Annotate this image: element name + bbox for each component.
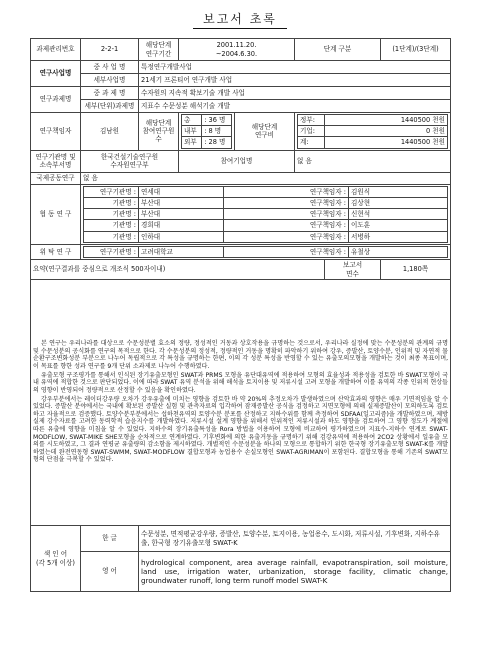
keywords-label: 색 인 어 (각 5개 이상) <box>31 526 81 592</box>
detail-project-label: 세부사업명 <box>81 74 139 87</box>
keywords-en-value: hydrological component, area average rainfall, evapotranspiration, soil moisture, land use, irrigation water, urbanization, storage facility, climatic change, groundwater runoff, long term runoff model SWAT-K <box>139 552 451 592</box>
report-pages-value: 1,180쪽 <box>381 260 451 280</box>
mid-project-value: 특정연구개발사업 <box>139 61 451 74</box>
keywords-ko-label: 한 글 <box>81 526 139 552</box>
stage-value: (1단계)/(3단계) <box>381 39 451 61</box>
lead-researcher-label: 연구책임자 <box>31 113 81 151</box>
summary-label: 요약(연구결과를 중심으로 개조식 500자이내) <box>31 260 325 280</box>
period-label: 해당단계 연구기간 <box>139 39 179 61</box>
task-label: 연구과제명 <box>31 87 81 113</box>
major-task-value: 수자원의 지속적 확보기술 개발 사업 <box>139 87 451 100</box>
stage-label: 단계 구분 <box>295 39 381 61</box>
mid-project-label: 중 사 업 명 <box>81 61 139 74</box>
lead-researcher-name: 김남원 <box>81 113 139 151</box>
sub-task-value: 지표수 수문성분 해석기술 개발 <box>139 100 451 113</box>
collab-row: 기관명 : 부산대 연구책임자 : 김상현 <box>84 197 448 208</box>
researchers-count: 총 : 36 명 내부 : 8 명 외부 : 28 명 <box>179 113 235 151</box>
period-value: 2001.11.20. ~2004.6.30. <box>179 39 295 61</box>
commission-research-label: 위 탁 연 구 <box>31 244 81 259</box>
task-number-label: 과제관리번호 <box>31 39 81 61</box>
participating-company-label: 참여기업명 <box>179 150 295 172</box>
fund-values: 정부: 1440500 천원 기업: 0 천원 계: 1440500 천원 <box>295 113 451 151</box>
detail-project-value: 21세기 프론티어 연구개발 사업 <box>139 74 451 87</box>
summary-paragraph: 유출모형 구조평가를 통해서 인식된 장기유출모형인 SWAT과 PRMS 모형을 유단대유역에 적용하여 모형의 효율성과 적용성을 검토한 바 SWAT모형이 국내 유역에 적합한 것으로 판단되었다. 이에 따라 SWAT 유역 분석을 위해 해석을 토지이용 및 저류시설 고려 모형을 개발하여 이를 유역의 각종 인위적 현상들의 영향이 반영되어 정량적으로 산정할 수 있음을 확인하였다. <box>33 371 449 394</box>
researchers-count-label: 해당단계 참여연구원수 <box>139 113 179 151</box>
org-value: 한국건설기술연구원 수자원연구부 <box>81 150 179 172</box>
collab-row: 기관명 : 부산대 연구책임자 : 신현석 <box>84 209 448 220</box>
collab-row: 기관명 : 인하대 연구책임자 : 서병하 <box>84 231 448 242</box>
keywords-en-label: 영 어 <box>81 552 139 592</box>
summary-body <box>31 280 451 526</box>
summary-paragraph: 강우부분에서는 레이더강우량 오차가 강우유출에 미치는 영향을 검토한 바 약 20%의 추정오차가 발생하였으며 산악효과의 영향은 매우 기면적임을 알 수 있었다. 증발산 분야에서는 국내에 확보된 증발산 실험 및 관측자료의 입각하여 잠재증발산 공식을 검정하고 지면모형에 의해 실제증발산이 모의하도록 검토하고 자율적으로 검증했다. 토양수분부분에서는 섭하천유역의 토양수분 분포를 산정하고 지하수위를 함께 측정하여 SDFAA(일고리즘)을 개발하였으며, 제방 실제 강수자료를 고려한 동력학적 습윤지수를 개발하였다. 저류시설 설계 영향을 위해서 인위적인 저류시설과 하도 영향을 검토하여 그 영향 정도가 계절에 따른 유출에 영향을 미침을 알 수 있었다. 지하수의 장기유출특성을 Rora 방법을 이용하여 모형에 비교하여 평가하였으며 지표수-지하수 연계로 SWAT-MODFLOW, SWAT-MIKE SHE모형을 순차적으로 연계하였다. 기후변화에 의한 유출거동을 규명하기 위해 검강유역에 적용하여 2CO2 상황에서 일유출 모의를 시도하였고, 그 결과 연평균 유출량의 감소함을 제시하였다. 개별적인 수문성분을 하나의 모형으로 통합하기 위한 한국형 장기유출모형 SWAT-K를 개발하였는데 완전연동형 SWAT-SWMM, SWAT-MODFLOW 결합모형과 농업용수 손실모형인 SWAT-AGRIMAN이 포함된다. 결합모형을 통해 기존의 SWAT모형의 단점을 극복할 수 있었다. <box>33 395 449 464</box>
collab-research-label: 협 동 연 구 <box>31 184 81 244</box>
report-pages-label: 보고서 면수 <box>325 260 381 280</box>
summary-paragraph: 본 연구는 우리나라를 대상으로 수문성분별 효소의 정량, 정성적인 거동과 상호작용을 규명하는 것으로서, 우리나라 실정에 맞는 수문성분의 관계의 규명 및 수문성분의 공식화를 연구의 목적으로 한다. 각 수문성분의 정성적, 정량적인 거동을 명확히 파악하기 위하여 강우, 증발산, 토양수분, 인위적 및 자연적 물 순환구조변화성분 부분으로 나누어 독립적으로 각 특성을 규명하는 한편, 이의 각 성분 특성을 반영할 수 있는 유출모의모형을 개발하는 것이 최종 목표이며, 이 목표를 향한 성과 연구를 9개 단위 소과제로 나누어 수행하였다. <box>33 340 449 371</box>
collab-row: 기관명 : 경희대 연구책임자 : 이도훈 <box>84 220 448 231</box>
commission-research-value: 연구기관명 : 고려대학교 연구책임자 : 유철상 <box>81 244 451 259</box>
page-title: 보고서 초록 <box>0 10 480 27</box>
project-label: 연구사업명 <box>31 61 81 87</box>
task-number-value: 2-2-1 <box>81 39 139 61</box>
keywords-ko-value: 수문성분, 면적평균강우량, 증발산, 토양수분, 토지이용, 농업용수, 도시화, 저류시설, 기후변화, 지하수유출, 한국형 장기유출모형 SWAT-K <box>139 526 451 552</box>
sub-task-label: 세부(단위)과제명 <box>81 100 139 113</box>
major-task-label: 중 과 제 명 <box>81 87 139 100</box>
abstract-table <box>30 38 451 592</box>
participating-company-value: 없 음 <box>295 150 451 172</box>
org-label: 연구기관명 및 소속부서명 <box>31 150 81 172</box>
fund-label: 해당단계 연구비 <box>235 113 295 151</box>
intl-research-value: 없 음 <box>81 172 451 184</box>
intl-research-label: 국제공동연구 <box>31 172 81 184</box>
collab-research-list <box>81 184 451 244</box>
collab-row: 연구기관명 : 연세대 연구책임자 : 김원식 <box>84 186 448 197</box>
